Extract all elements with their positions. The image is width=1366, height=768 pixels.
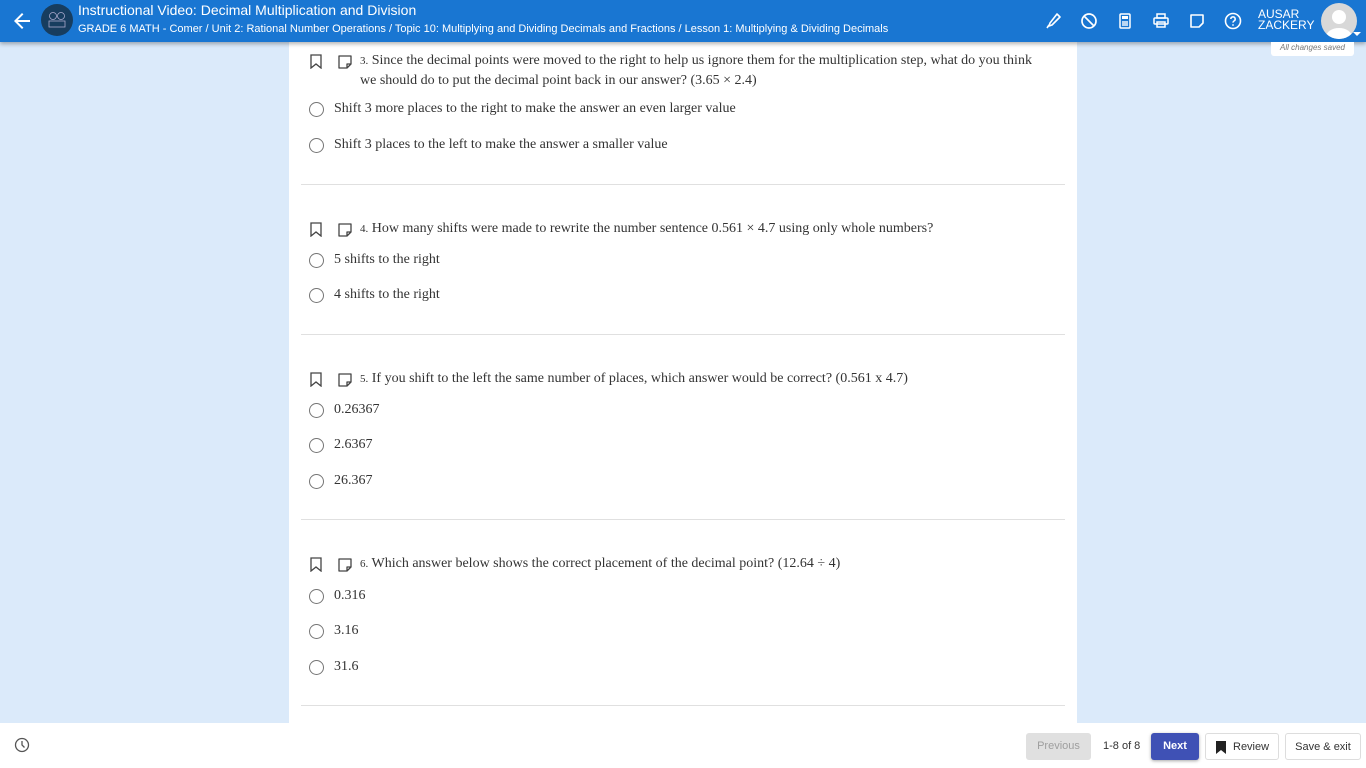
bookmark-icon[interactable] — [310, 557, 322, 572]
review-button[interactable]: Review — [1205, 733, 1279, 760]
question-text: 3. Since the decimal points were moved to the right to help us ignore them for the multiplication step, what do you think we should do to put the decimal point back in our answer? (3.65 × 2.4) — [360, 53, 1032, 88]
calculator-icon[interactable] — [1115, 11, 1135, 31]
page-title: Instructional Video: Decimal Multiplication and Division — [78, 2, 417, 18]
radio-button[interactable] — [309, 438, 324, 453]
question-text: 4. How many shifts were made to rewrite the number sentence 0.561 × 4.7 using only whole numbers? — [360, 221, 934, 236]
question-6 — [301, 554, 1065, 678]
course-logo — [41, 4, 73, 36]
note-icon[interactable] — [338, 223, 352, 237]
divider — [301, 705, 1065, 706]
avatar[interactable] — [1321, 3, 1357, 39]
divider — [301, 184, 1065, 185]
save-exit-button[interactable]: Save & exit — [1285, 733, 1361, 760]
answer-option[interactable]: 26.367 — [301, 472, 1065, 492]
question-4 — [301, 219, 1065, 306]
radio-button[interactable] — [309, 624, 324, 639]
radio-button[interactable] — [309, 403, 324, 418]
highlighter-icon[interactable] — [1043, 11, 1063, 31]
answer-option[interactable]: 3.16 — [301, 622, 1065, 642]
divider — [301, 334, 1065, 335]
divider — [301, 519, 1065, 520]
back-arrow-icon[interactable] — [10, 9, 34, 33]
radio-button[interactable] — [309, 660, 324, 675]
answer-option[interactable]: 5 shifts to the right — [301, 251, 1065, 271]
answer-option[interactable]: Shift 3 places to the left to make the answer a smaller value — [301, 136, 1065, 156]
page-count: 1-8 of 8 — [1103, 740, 1141, 752]
question-text: 5. If you shift to the left the same number of places, which answer would be correct? (0.561 x 4.7) — [360, 371, 908, 386]
line-reader-block-icon[interactable] — [1079, 11, 1099, 31]
radio-button[interactable] — [309, 253, 324, 268]
user-name[interactable]: AUSAR ZACKERY — [1258, 7, 1315, 32]
bookmark-icon[interactable] — [310, 372, 322, 387]
answer-option[interactable]: 31.6 — [301, 658, 1065, 678]
radio-button[interactable] — [309, 138, 324, 153]
footer-bar — [0, 723, 1366, 768]
sticky-note-icon[interactable] — [1187, 11, 1207, 31]
radio-button[interactable] — [309, 102, 324, 117]
top-bar — [0, 0, 1366, 42]
next-button[interactable]: Next — [1151, 733, 1199, 760]
radio-button[interactable] — [309, 288, 324, 303]
print-icon[interactable] — [1151, 11, 1171, 31]
bookmark-icon[interactable] — [310, 54, 322, 69]
question-3 — [301, 51, 1065, 156]
answer-option[interactable]: 0.316 — [301, 587, 1065, 607]
previous-button[interactable]: Previous — [1026, 733, 1091, 760]
note-icon[interactable] — [338, 558, 352, 572]
breadcrumb: GRADE 6 MATH - Comer / Unit 2: Rational Number Operations / Topic 10: Multiplying and Dividing Decimals and Fractions / Lesson 1: Multiplying & Dividing Decimals — [78, 23, 889, 35]
chevron-down-icon[interactable] — [1353, 32, 1361, 36]
answer-option[interactable]: Shift 3 more places to the right to make the answer an even larger value — [301, 100, 1065, 120]
question-text: 6. Which answer below shows the correct placement of the decimal point? (12.64 ÷ 4) — [360, 556, 841, 571]
radio-button[interactable] — [309, 589, 324, 604]
clock-icon[interactable] — [14, 737, 30, 753]
question-5 — [301, 369, 1065, 492]
save-status: All changes saved — [1271, 42, 1354, 56]
answer-option[interactable]: 0.26367 — [301, 401, 1065, 421]
note-icon[interactable] — [338, 55, 352, 69]
radio-button[interactable] — [309, 474, 324, 489]
note-icon[interactable] — [338, 373, 352, 387]
answer-option[interactable]: 2.6367 — [301, 436, 1065, 456]
question-panel — [289, 42, 1077, 723]
bookmark-icon[interactable] — [310, 222, 322, 237]
bookmark-filled-icon — [1216, 741, 1226, 754]
help-icon[interactable] — [1223, 11, 1243, 31]
answer-option[interactable]: 4 shifts to the right — [301, 286, 1065, 306]
